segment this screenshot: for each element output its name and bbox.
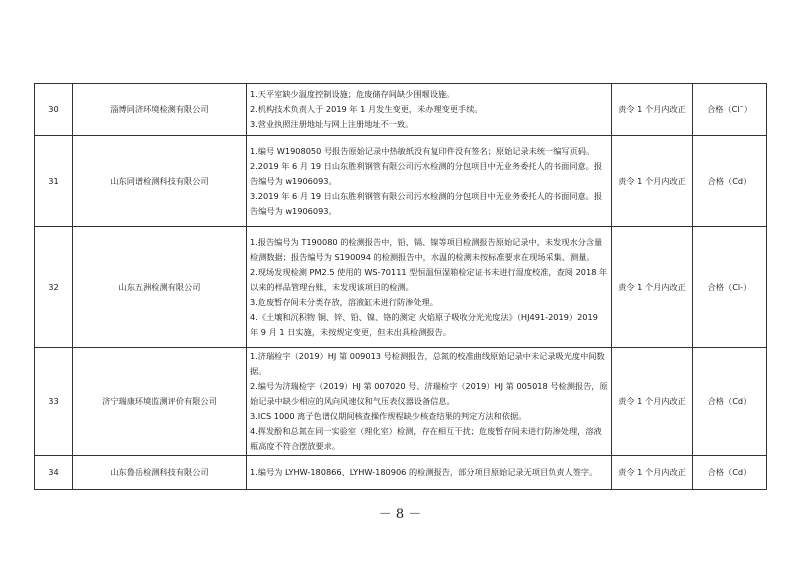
organization-name: 山东鲁岳检测科技有限公司 xyxy=(73,456,247,490)
inspection-result: 合格（Cd） xyxy=(693,348,767,456)
row-number: 31 xyxy=(35,136,73,227)
problem-item: 1.天平室缺少温度控制设施；危废储存间缺少围堰设施。 xyxy=(250,89,455,99)
row-number: 33 xyxy=(35,348,73,456)
organization-name: 山东同谱检测科技有限公司 xyxy=(73,136,247,227)
problems-cell xyxy=(247,136,612,227)
problems-cell xyxy=(247,348,612,456)
problem-item: 3.危废暂存间未分类存放，溶液缸未进行防渗处理。 xyxy=(250,296,438,307)
problem-item: 1.编号为 LYHW-180866、LYHW-180906 的检测报告，部分项目原始记录无项目负责人签字。 xyxy=(250,467,598,477)
page-number: － 8 － xyxy=(378,507,422,522)
rectification-action: 责令 1 个月内改正 xyxy=(612,456,693,490)
rectification-action: 责令 1 个月内改正 xyxy=(612,348,693,456)
problems-cell xyxy=(247,456,612,490)
problem-item: 1.报告编号为 T190080 的检测报告中，铅、镉、镍等项目检测报告原始记录中，未发现水分含量检测数据；报告编号为 S190094 的检测报告中，水温的检测未按标准要求在现场采集、测量。 xyxy=(250,236,603,262)
row-number: 32 xyxy=(35,227,73,348)
row-number: 30 xyxy=(35,84,73,136)
inspection-result: 合格（Cd） xyxy=(693,136,767,227)
rectification-action: 责令 1 个月内改正 xyxy=(612,227,693,348)
problem-item: 4.《土壤和沉积物 铜、锌、铅、镍、铬的测定 火焰原子吸收分光光度法》（HJ491-2019）2019 年 9 月 1 日实施，未按规定变更，但未出具检测报告。 xyxy=(250,311,598,337)
table-row xyxy=(35,348,767,456)
organization-name: 济宁瑞康环境监测评价有限公司 xyxy=(73,348,247,456)
problem-item: 3.营业执照注册地址与网上注册地址不一致。 xyxy=(250,119,414,129)
problem-item: 2.编号为济瑞检字（2019）HJ 第 007020 号、济瑞检字（2019）HJ 第 005018 号检测报告，原始记录中缺少相应的风向风速仪和气压表仪器设备信息。 xyxy=(250,381,608,406)
rectification-action: 责令 1 个月内改正 xyxy=(612,136,693,227)
table-row xyxy=(35,84,767,136)
inspection-result: 合格（Cl¯） xyxy=(693,84,767,136)
problem-item: 2.机构技术负责人于 2019 年 1 月发生变更，未办理变更手续。 xyxy=(250,104,483,114)
problem-item: 2.2019 年 6 月 19 日山东胜利钢管有限公司污水检测的分包项目中无业务委托人的书面同意。报告编号为 w1906093。 xyxy=(250,160,603,186)
problems-cell xyxy=(247,84,612,136)
row-number: 34 xyxy=(35,456,73,490)
rectification-action: 责令 1 个月内改正 xyxy=(612,84,693,136)
problem-item: 2.现场发现检测 PM2.5 使用的 WS-70111 型恒温恒湿箱检定证书未进行湿度校准，查阅 2018 年以来的样品管理台账，未发现该项目的检测。 xyxy=(250,266,608,292)
table-row xyxy=(35,136,767,227)
problem-item: 1.济瑞检字（2019）HJ 第 009013 号检测报告，总氮的校准曲线原始记录中未记录吸光度中间数据。 xyxy=(250,351,605,376)
table-row xyxy=(35,456,767,490)
inspection-results-table xyxy=(34,83,767,490)
organization-name: 山东五洲检测有限公司 xyxy=(73,227,247,348)
problems-cell xyxy=(247,227,612,348)
problem-item: 1.编号 W1908050 号报告原始记录中热敏纸没有复印件没有签名；原始记录未统一编写页码。 xyxy=(250,145,595,156)
problem-item: 3.ICS 1000 离子色谱仪期间核查操作规程缺少核查结果的判定方法和依据。 xyxy=(250,411,527,421)
problem-item: 3.2019 年 6 月 19 日山东胜利钢管有限公司污水检测的分包项目中无业务委托人的书面同意。报告编号为 w1906093。 xyxy=(250,190,603,216)
problem-item: 4.挥发酚和总氮在同一实验室（理化室）检测，存在相互干扰；危废暂存间未进行防渗处理，溶液瓶高度不符合摆放要求。 xyxy=(250,426,602,451)
inspection-result: 合格（Cl-） xyxy=(693,227,767,348)
inspection-result: 合格（Cd） xyxy=(693,456,767,490)
organization-name: 淄博同济环境检测有限公司 xyxy=(73,84,247,136)
table-row xyxy=(35,227,767,348)
